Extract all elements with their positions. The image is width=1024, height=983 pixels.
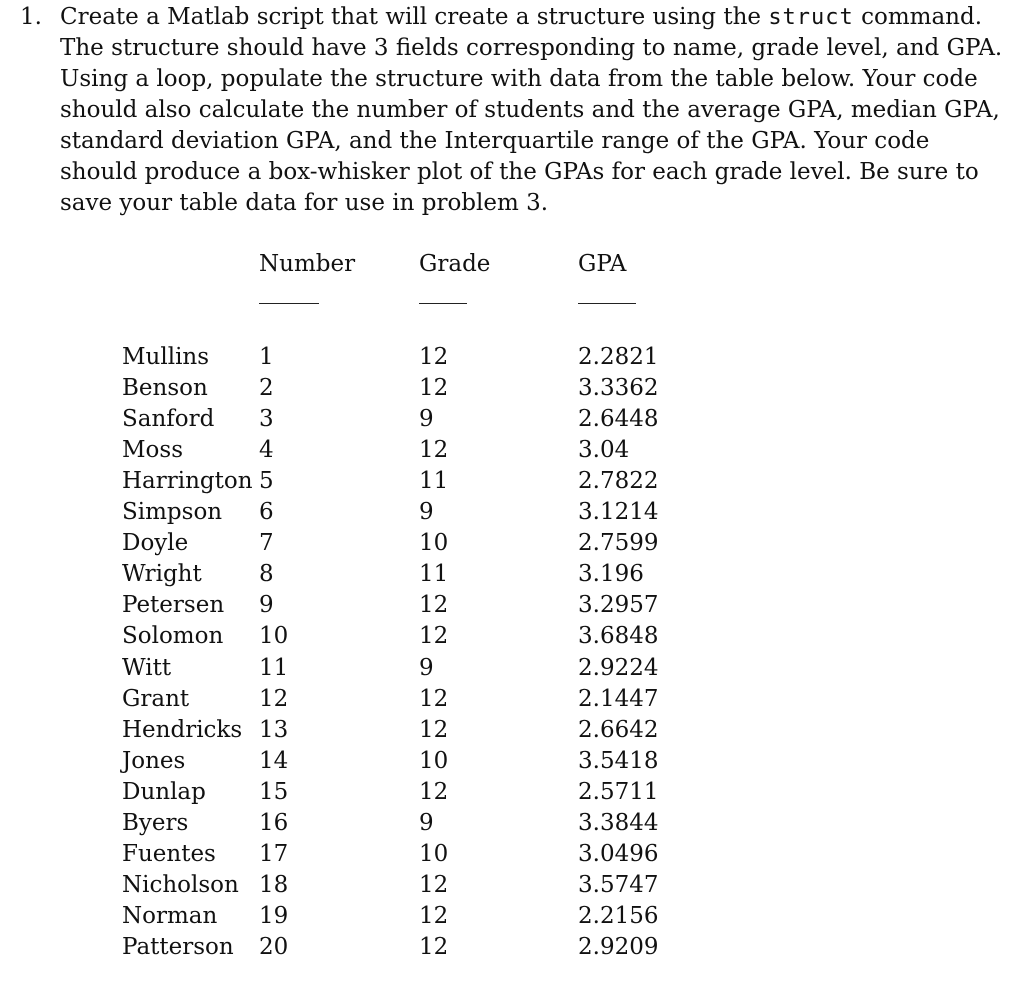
student-name-cell: Grant bbox=[122, 685, 190, 712]
table-row bbox=[0, 839, 1024, 870]
student-number-cell: 13 bbox=[259, 716, 289, 743]
student-name-cell: Moss bbox=[122, 437, 184, 464]
student-name-cell: Simpson bbox=[122, 499, 223, 526]
header-grade: Grade bbox=[419, 251, 491, 277]
student-number-cell: 20 bbox=[259, 933, 289, 960]
grade-cell: 9 bbox=[419, 654, 434, 681]
gpa-cell: 2.7822 bbox=[578, 468, 659, 495]
gpa-cell: 3.196 bbox=[578, 561, 644, 588]
problem-line-1-part-3: command. bbox=[853, 4, 983, 30]
grade-cell: 10 bbox=[419, 840, 449, 867]
grade-cell: 10 bbox=[419, 747, 449, 774]
student-name-cell: Wright bbox=[122, 561, 202, 588]
grade-cell: 9 bbox=[419, 406, 434, 433]
gpa-cell: 3.1214 bbox=[578, 499, 659, 526]
gpa-cell: 3.0496 bbox=[578, 840, 659, 867]
student-number-cell: 18 bbox=[259, 871, 289, 898]
student-number-cell: 10 bbox=[259, 623, 289, 650]
problem-line-5: standard deviation GPA, and the Interquartile range of the GPA. Your code bbox=[60, 128, 930, 154]
problem-line-2: The structure should have 3 fields corresponding to name, grade level, and GPA. bbox=[60, 35, 1003, 61]
student-number-cell: 7 bbox=[259, 530, 274, 557]
grade-cell: 12 bbox=[419, 344, 449, 370]
table-row bbox=[0, 373, 1024, 404]
student-number-cell: 17 bbox=[259, 840, 289, 867]
header-gpa-rule bbox=[578, 303, 636, 304]
grade-cell: 12 bbox=[419, 375, 449, 402]
table-row bbox=[0, 342, 1024, 373]
table-row bbox=[0, 777, 1024, 808]
student-name-cell: Jones bbox=[122, 747, 186, 774]
student-name-cell: Petersen bbox=[122, 592, 225, 619]
problem-line-7: save your table data for use in problem 3. bbox=[60, 190, 549, 216]
header-number-rule bbox=[259, 303, 319, 304]
table-row bbox=[0, 684, 1024, 715]
gpa-cell: 2.6642 bbox=[578, 716, 659, 743]
header-grade-rule bbox=[419, 303, 467, 304]
table-row bbox=[0, 808, 1024, 839]
grade-cell: 12 bbox=[419, 592, 449, 619]
gpa-cell: 3.2957 bbox=[578, 592, 659, 619]
student-name-cell: Hendricks bbox=[122, 716, 243, 743]
student-number-cell: 1 bbox=[259, 344, 274, 370]
gpa-cell: 3.04 bbox=[578, 437, 630, 464]
gpa-cell: 2.6448 bbox=[578, 406, 659, 433]
student-name-cell: Witt bbox=[122, 654, 172, 681]
gpa-cell: 3.6848 bbox=[578, 623, 659, 650]
student-name-cell: Nicholson bbox=[122, 871, 239, 898]
grade-cell: 12 bbox=[419, 623, 449, 650]
table-row bbox=[0, 653, 1024, 684]
table-row bbox=[0, 590, 1024, 621]
student-number-cell: 3 bbox=[259, 406, 274, 433]
header-number: Number bbox=[259, 251, 356, 277]
student-number-cell: 15 bbox=[259, 778, 289, 805]
student-number-cell: 4 bbox=[259, 437, 274, 464]
grade-cell: 9 bbox=[419, 809, 434, 836]
student-name-cell: Dunlap bbox=[122, 778, 206, 805]
student-name-cell: Mullins bbox=[122, 344, 210, 370]
grade-cell: 12 bbox=[419, 778, 449, 805]
header-gpa: GPA bbox=[578, 251, 627, 277]
gpa-cell: 2.9209 bbox=[578, 933, 659, 960]
student-number-cell: 2 bbox=[259, 375, 274, 402]
student-number-cell: 12 bbox=[259, 685, 289, 712]
gpa-cell: 2.2156 bbox=[578, 902, 659, 929]
table-row bbox=[0, 435, 1024, 466]
gpa-cell: 2.5711 bbox=[578, 778, 659, 805]
grade-cell: 12 bbox=[419, 933, 449, 960]
gpa-cell: 3.3362 bbox=[578, 375, 659, 402]
grade-cell: 12 bbox=[419, 437, 449, 464]
table-row bbox=[0, 932, 1024, 963]
student-number-cell: 5 bbox=[259, 468, 274, 495]
student-name-cell: Byers bbox=[122, 809, 189, 836]
problem-line-6: should produce a box-whisker plot of the GPAs for each grade level. Be sure to bbox=[60, 159, 979, 185]
problem-line-1-part-1: Create a Matlab script that will create a structure using the bbox=[60, 4, 769, 30]
student-name-cell: Benson bbox=[122, 375, 208, 402]
student-name-cell: Patterson bbox=[122, 933, 234, 960]
table-row bbox=[0, 466, 1024, 497]
grade-cell: 10 bbox=[419, 530, 449, 557]
gpa-cell: 2.7599 bbox=[578, 530, 659, 557]
grade-cell: 12 bbox=[419, 716, 449, 743]
student-number-cell: 9 bbox=[259, 592, 274, 619]
student-number-cell: 8 bbox=[259, 561, 274, 588]
student-number-cell: 19 bbox=[259, 902, 289, 929]
grade-cell: 11 bbox=[419, 561, 449, 588]
table-row bbox=[0, 528, 1024, 559]
problem-number: 1. bbox=[20, 4, 42, 30]
table-row bbox=[0, 497, 1024, 528]
gpa-cell: 3.3844 bbox=[578, 809, 659, 836]
grade-cell: 12 bbox=[419, 871, 449, 898]
table-row bbox=[0, 715, 1024, 746]
gpa-cell: 2.9224 bbox=[578, 654, 659, 681]
table-row bbox=[0, 404, 1024, 435]
student-name-cell: Harrington bbox=[122, 468, 253, 495]
table-row bbox=[0, 746, 1024, 777]
student-number-cell: 6 bbox=[259, 499, 274, 526]
student-name-cell: Fuentes bbox=[122, 840, 216, 867]
grade-cell: 12 bbox=[419, 685, 449, 712]
gpa-cell: 2.2821 bbox=[578, 344, 659, 370]
student-name-cell: Solomon bbox=[122, 623, 224, 650]
table-row bbox=[0, 559, 1024, 590]
table-row bbox=[0, 901, 1024, 932]
student-number-cell: 16 bbox=[259, 809, 289, 836]
gpa-cell: 3.5747 bbox=[578, 871, 659, 898]
table-row bbox=[0, 870, 1024, 901]
student-name-cell: Norman bbox=[122, 902, 218, 929]
grade-cell: 12 bbox=[419, 902, 449, 929]
table-row bbox=[0, 621, 1024, 652]
struct-command-code: struct bbox=[768, 5, 854, 30]
student-number-cell: 11 bbox=[259, 654, 289, 681]
gpa-cell: 2.1447 bbox=[578, 685, 659, 712]
problem-line-3: Using a loop, populate the structure with data from the table below. Your code bbox=[60, 66, 978, 92]
gpa-cell: 3.5418 bbox=[578, 747, 659, 774]
student-name-cell: Doyle bbox=[122, 530, 189, 557]
grade-cell: 9 bbox=[419, 499, 434, 526]
problem-line-4: should also calculate the number of students and the average GPA, median GPA, bbox=[60, 97, 1000, 123]
student-name-cell: Sanford bbox=[122, 406, 215, 433]
grade-cell: 11 bbox=[419, 468, 449, 495]
student-number-cell: 14 bbox=[259, 747, 289, 774]
